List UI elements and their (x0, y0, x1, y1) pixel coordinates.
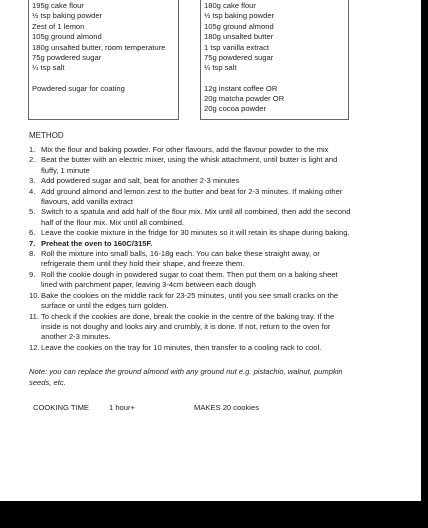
cooking-time-label: COOKING TIME (33, 403, 89, 412)
method-step: 1. Mix the flour and baking powder. For other flavours, add the flavour powder to the mix (29, 145, 329, 154)
ingredient-item: 105g ground almond (204, 21, 274, 31)
ingredients-box-lemon (28, 0, 179, 120)
method-steps (29, 145, 351, 353)
ingredient-item: 180g unsalted butter (204, 32, 274, 42)
method-step: 9. Roll the cookie dough in powdered sugar to coat them. Then put them on a baking sheet lined with parchment paper, leaving 3-4cm between each dough (29, 269, 338, 290)
method-step: 3. Add powdered sugar and salt, beat for another 2-3 minutes (29, 176, 240, 186)
method-step: 10. Bake the cookies on the middle rack for 23-25 minutes, until you see small cracks on the surface or until the edges turn golden. (29, 290, 339, 311)
ingredient-extra: Powdered sugar for coating (32, 83, 125, 93)
ingredient-item: ¼ tsp salt (32, 63, 65, 73)
method-step: 5. Switch to a spatula and add half of the flour mix. Mix until all combined, then add the second half of the flour mix. Mix until all combined. (29, 207, 351, 227)
ingredients-box-coffee-matcha (200, 0, 349, 120)
method-heading: METHOD (29, 131, 64, 140)
yield-text: MAKES 20 cookies (194, 403, 259, 412)
flavour-option: 20g matcha powder OR (204, 94, 285, 104)
ingredient-item: 180g cake flour (204, 1, 256, 10)
ingredient-item: 195g cake flour (32, 1, 84, 10)
method-step-preheat: 7. Preheat the oven to 160C/315F. (29, 238, 153, 248)
ingredient-item: ½ tsp baking powder (32, 11, 103, 21)
ingredient-item: 180g unsalted butter, room temperature (32, 42, 166, 52)
ingredient-item: ½ tsp baking powder (204, 11, 275, 21)
flavour-option: 12g instant coffee OR (204, 83, 278, 93)
method-step: 8. Roll the mixture into small balls, 16-18g each. You can bake these straight away, or refrigerate them until they hold their shape, and freeze them. (29, 249, 320, 269)
method-step: 6. Leave the cookie mixture in the fridge for 30 minutes so it will retain its shape during baking. (29, 228, 350, 238)
method-step: 4. Add ground almond and lemon zest to the butter and beat for 2-3 minutes. If making other flavours, add vanilla extract (29, 186, 343, 207)
ingredient-item: Zest of 1 lemon (32, 21, 85, 31)
flavour-option: 20g cocoa powder (204, 104, 267, 114)
ingredient-item: ¼ tsp salt (204, 63, 237, 73)
method-step: 12. Leave the cookies on the tray for 10 minutes, then transfer to a cooling rack to cool. (29, 342, 322, 352)
ingredient-item: 75g powdered sugar (204, 53, 274, 63)
ingredient-item: 75g powdered sugar (32, 53, 102, 63)
cooking-time-value: 1 hour+ (109, 403, 135, 412)
ingredient-item: 1 tsp vanilla extract (204, 42, 269, 52)
ingredient-item: 105g ground almond (32, 32, 102, 42)
substitution-note: Note: you can replace the ground almond with any ground nut e.g. pistachio, walnut, pumpkin seeds, etc. (29, 367, 343, 387)
method-step: 11. To check if the cookies are done, break the cookie in the centre of the baking tray. If the inside is not doughy and looks airy and crumbly, it is done. If not, return to the oven for another 2-3 minutes. (29, 311, 335, 342)
method-step: 2. Beat the butter with an electric mixer, using the whisk attachment, until butter is light and fluffy, 1 minute (29, 155, 338, 175)
